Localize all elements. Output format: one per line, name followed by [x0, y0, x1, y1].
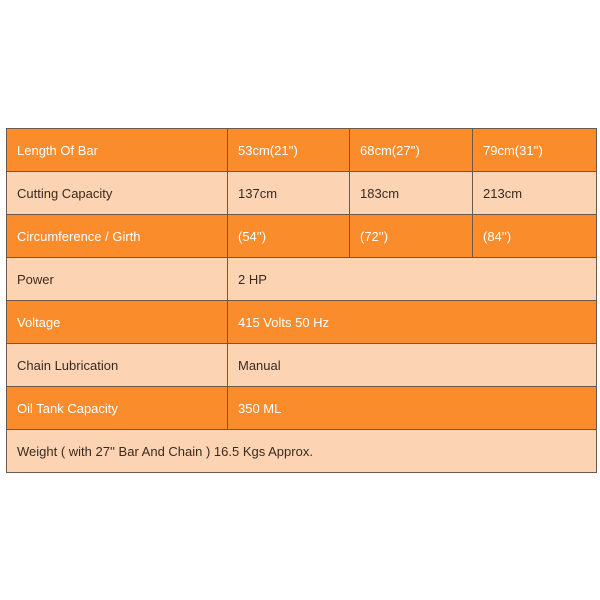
row-value: 68cm(27'') — [350, 129, 473, 172]
table-row — [7, 215, 597, 258]
row-label: Length Of Bar — [7, 129, 228, 172]
table-row — [7, 129, 597, 172]
weight-note: Weight ( with 27'' Bar And Chain ) 16.5 Kgs Approx. — [7, 430, 597, 473]
row-label: Power — [7, 258, 228, 301]
row-value: 415 Volts 50 Hz — [228, 301, 597, 344]
row-value: 2 HP — [228, 258, 597, 301]
row-value: 183cm — [350, 172, 473, 215]
row-label: Oil Tank Capacity — [7, 387, 228, 430]
row-value: Manual — [228, 344, 597, 387]
row-value: (54'') — [228, 215, 350, 258]
row-label: Voltage — [7, 301, 228, 344]
table-row — [7, 387, 597, 430]
table-row — [7, 301, 597, 344]
row-label: Cutting Capacity — [7, 172, 228, 215]
table-row — [7, 430, 597, 473]
row-value: (84'') — [473, 215, 597, 258]
row-value: 350 ML — [228, 387, 597, 430]
row-value: 79cm(31'') — [473, 129, 597, 172]
row-value: 137cm — [228, 172, 350, 215]
row-value: (72'') — [350, 215, 473, 258]
table-row — [7, 172, 597, 215]
table-row — [7, 344, 597, 387]
spec-table — [6, 128, 597, 473]
row-value: 53cm(21'') — [228, 129, 350, 172]
row-label: Circumference / Girth — [7, 215, 228, 258]
row-value: 213cm — [473, 172, 597, 215]
table-row — [7, 258, 597, 301]
row-label: Chain Lubrication — [7, 344, 228, 387]
